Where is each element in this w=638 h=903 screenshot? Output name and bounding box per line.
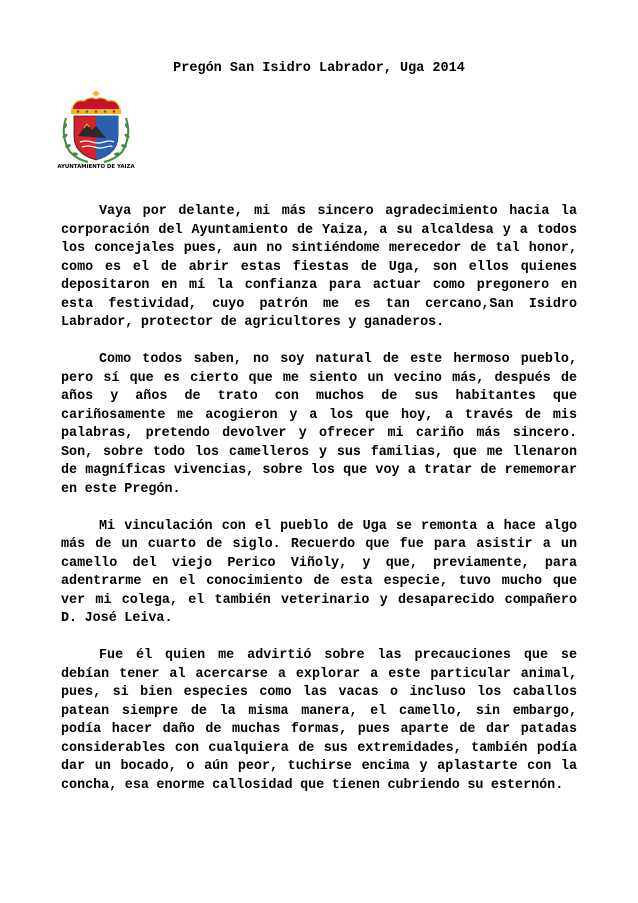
paragraph: Como todos saben, no soy natural de este hermoso pueblo, pero sí que es cierto que me siento un vecino más, después de años y años de trato con muchos de sus habitantes que cariñosamente me acogieron y a los que hoy, a través de mis palabras, pretendo devolver y ofrecer mi cariño más sincero. Son, sobre todo los camelleros y sus familias, que me llenaron de magníficas vivencias, sobre los que voy a tratar de rememorar en este Pregón.: [61, 352, 577, 497]
crest-caption: AYUNTAMIENTO DE YAIZA: [57, 164, 135, 170]
paragraph: Fue él quien me advirtió sobre las precauciones que se debían tener al acercarse a explorar a este particular animal, pues, si bien especies como las vacas o incluso los caballos patean siempre de la misma manera, el camello, sin embargo, podía hacer daño de muchas formas, pues aparte de dar patadas considerables con cualquiera de sus extremidades, también podía dar un bocado, o aún peor, tuchirse encima y aplastarte con la concha, esa enorme callosidad que tienen cubriendo su esternón.: [61, 648, 577, 793]
document-title: Pregón San Isidro Labrador, Uga 2014: [173, 61, 465, 76]
paragraph: Vaya por delante, mi más sincero agradecimiento hacia la corporación del Ayuntamiento de Yaiza, a su alcaldesa y a todos los concejales pues, aun no sintiéndome merecedor de tal honor, como es el de abrir estas fiestas de Uga, son ellos quienes depositaron en mí la confianza para actuar como pregonero en esta festividad, cuyo patrón me es tan cercano,San Isidro Labrador, protector de agricultores y ganaderos.: [61, 204, 577, 330]
document-body: [61, 203, 577, 814]
paragraph: Mi vinculación con el pueblo de Uga se remonta a hace algo más de un cuarto de siglo. Recuerdo que fue para asistir a un camello del viejo Perico Viñoly, y que, previamente, para adentrarme en el conocimiento de esta especie, tuvo mucho que ver mi colega, el también veterinario y desaparecido compañero D. José Leiva.: [61, 518, 577, 626]
crest-emblem-icon: [56, 90, 136, 170]
municipal-crest: [56, 90, 136, 170]
